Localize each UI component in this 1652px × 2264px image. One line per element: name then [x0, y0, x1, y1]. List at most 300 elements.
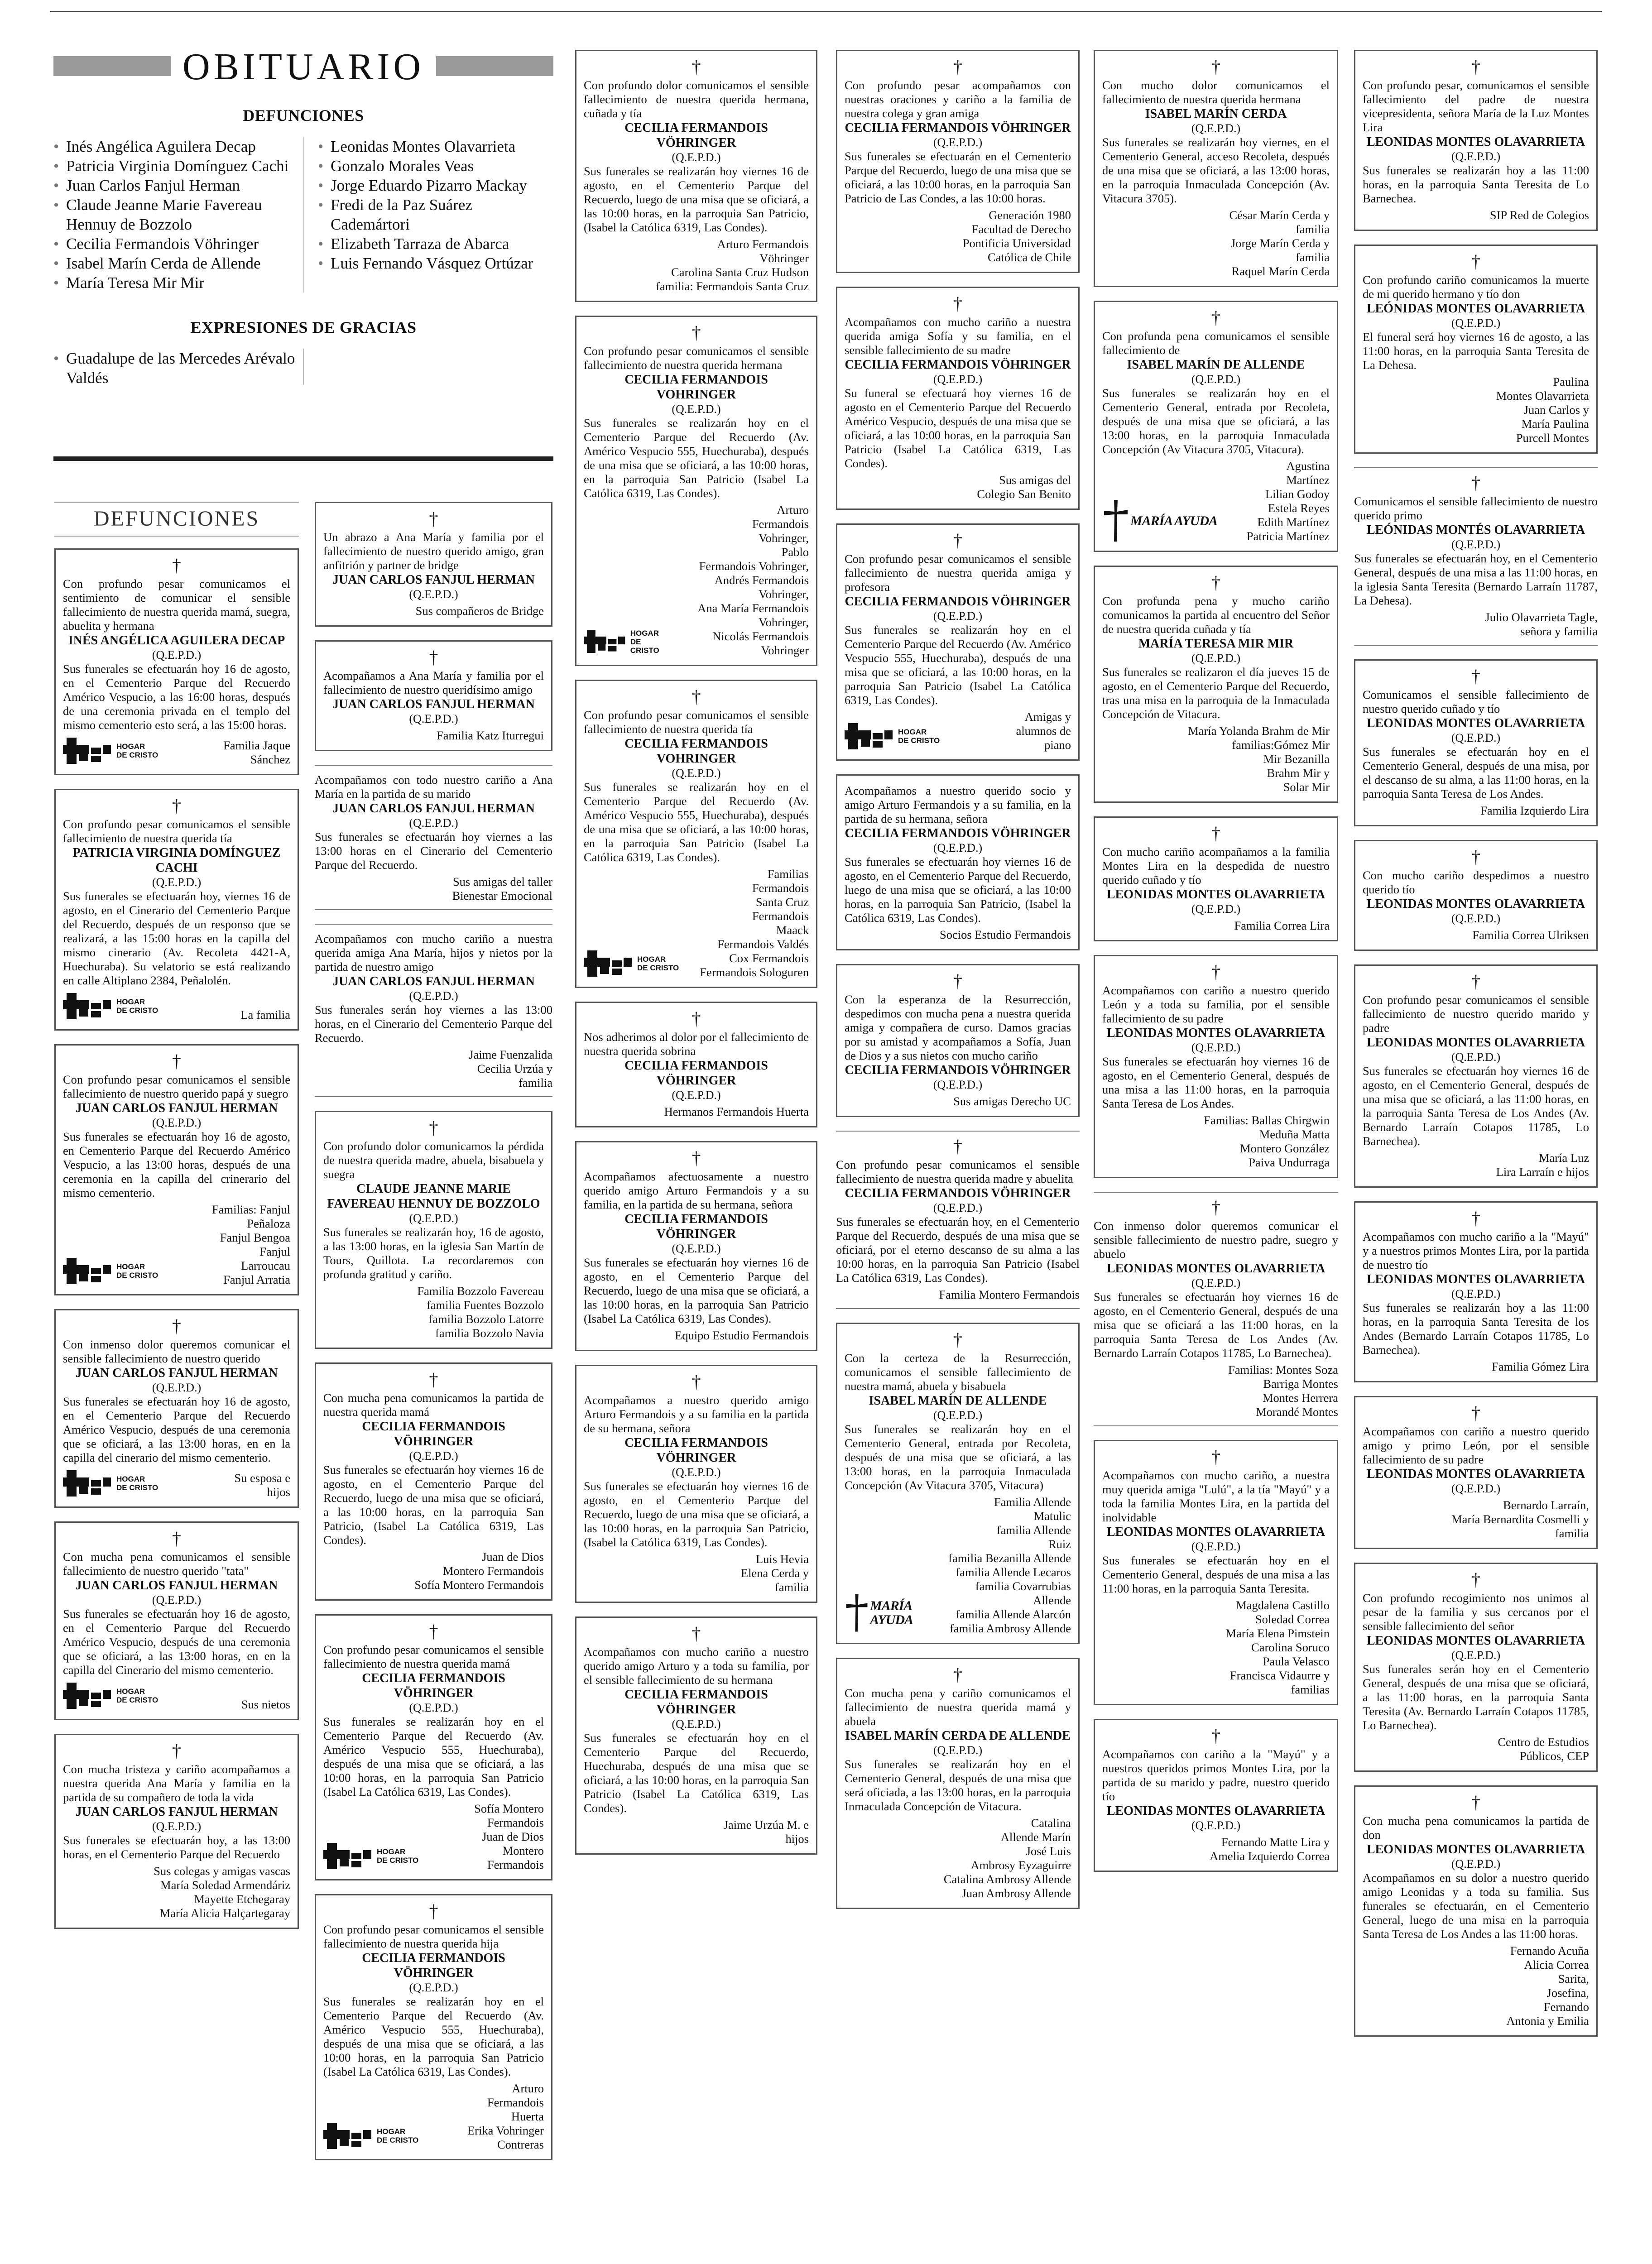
notice-body: Sus funerales se efectuarán hoy viernes 16 de agosto, en el Cementerio General, después de una misa a las 11:00 horas, en la parroquia Santa Teresa de Los Andes.: [1102, 1055, 1330, 1110]
signature-line: Mayette Etchegaray: [194, 1892, 290, 1906]
qepd-label: (Q.E.P.D.): [409, 1212, 458, 1225]
hogar-line-2: DE CRISTO: [637, 964, 679, 972]
signature-line: familia Allende: [996, 1523, 1071, 1537]
notice-signature: [845, 710, 1071, 752]
notice-body: Sus funerales se realizaron el día jueves 15 de agosto, en el Cementerio Parque del Recuerdo, tras una misa en la parroquia de la Inmaculada Concepción de Vitacura.: [1102, 665, 1330, 721]
qepd-label: (Q.E.P.D.): [1191, 652, 1241, 665]
signature-line: Fermandois: [487, 1816, 544, 1829]
obituary-notice: [315, 1362, 552, 1601]
cross-icon: †: [1471, 847, 1480, 867]
signature-line: Santa Cruz: [755, 895, 809, 909]
notice-signature: [1363, 375, 1589, 445]
signature-line: Luis Hevia: [755, 1552, 809, 1566]
gracias-index: [53, 349, 553, 388]
notice-body: Sus funerales se efectuarán hoy viernes 16 de agosto, en el Cementerio General, después de una misa que se oficiará, a las 11:00 horas, en la parroquia Santa Teresa de Los Andes (Av. Bernardo Larraín Cotapos 11785, Lo Barnechea).: [1363, 1064, 1589, 1148]
notice-body: Sus funerales se efectuarán hoy viernes 16 de agosto, en el Cementerio Parque del Recuerdo, luego de una misa que se oficiará, a las 10:00 horas, en la parroquia San Patricio, (Isabel la Católica 6319, Las Condes).: [584, 1479, 809, 1549]
signature-names: [664, 1105, 809, 1119]
signature-line: Paulina: [1553, 375, 1589, 389]
cross-icon: †: [692, 1148, 701, 1168]
qepd-label: (Q.E.P.D.): [409, 989, 458, 1002]
notice-body: Sus funerales se efectuarán hoy viernes a las 13:00 horas en el Cinerario del Cementerio Parque del Recuerdo.: [315, 830, 552, 872]
signature-line: Bernardo Larraín,: [1503, 1498, 1589, 1512]
qepd-label: (Q.E.P.D.): [152, 1116, 202, 1129]
obituary-notice: [1094, 816, 1338, 941]
deceased-name: JUAN CARLOS FANJUL HERMAN: [75, 1578, 278, 1592]
notice-body: Sus funerales se efectuarán en el Cementerio Parque del Recuerdo, luego de una misa que se oficiará, a las 10:00 horas, en la parroquia San Patricio de Las Condes, a las 10:00 horas.: [845, 149, 1071, 205]
obituary-notice: [836, 287, 1080, 510]
notice-intro: Con mucho dolor comunicamos el fallecimiento de nuestra querida hermana: [1102, 78, 1330, 106]
hogar-logo-text: [116, 742, 158, 759]
signature-line: Arturo: [777, 503, 809, 517]
notice-intro: Nos adherimos al dolor por el fallecimiento de nuestra querida sobrina: [584, 1030, 809, 1058]
notice-body: Sus funerales se efectuarán hoy en el Cementerio General, después de una misa, por el descanso de su alma, a las 11:00 horas, en la parroquia Santa Teresa de Los Andes.: [1363, 745, 1589, 801]
notice-intro: Comunicamos el sensible fallecimiento de nuestro querido primo: [1354, 494, 1598, 522]
signature-names: [953, 1094, 1071, 1108]
signature-line: familia: [1295, 222, 1330, 236]
qepd-label: (Q.E.P.D.): [1451, 1857, 1501, 1871]
signature-line: Fernando Matte Lira y: [1221, 1835, 1330, 1849]
signature-line: Sus nietos: [241, 1698, 290, 1711]
notice-signature: [584, 237, 809, 293]
notice-intro: Con mucha pena y cariño comunicamos el fallecimiento de nuestra querida mamá y abuela: [845, 1686, 1071, 1728]
hogar-line-2: DE CRISTO: [116, 1006, 158, 1015]
signature-line: Solar Mir: [1283, 780, 1330, 794]
signature-line: Facultad de Derecho: [971, 222, 1071, 236]
hogar-line-2: DE CRISTO: [116, 751, 158, 759]
signature-line: familias:Gómez Mir: [1232, 738, 1330, 752]
deceased-name: CECILIA FERMANDOIS VÖHRINGER: [845, 121, 1071, 135]
cross-icon: †: [1471, 57, 1480, 77]
signature-names: [416, 604, 544, 618]
deceased-name: INÉS ANGÉLICA AGUILERA DECAP: [68, 633, 285, 648]
notice-body: Sus funerales se efectuarán hoy 16 de agosto, en el Cementerio Parque del Recuerdo Américo Vespucio, a las 16:00 horas, después de una ceremonia privada en el templo del mismo cementerio esto será, a las 15:00 horas.: [63, 662, 290, 732]
notice-body: Sus funerales se efectuarán hoy viernes 16 de agosto, en el Cementerio General, después de una misa que se oficiará a las 11:00 horas, en la parroquia Santa Teresa de Los Andes (Av. Bernardo Larraín Cotapos 11785, Lo Barnechea).: [1094, 1290, 1338, 1360]
signature-names: [467, 2082, 544, 2152]
cross-icon: †: [429, 508, 438, 529]
deceased-name: LEONIDAS MONTES OLAVARRIETA: [1106, 1262, 1325, 1276]
hogar-cross-icon: [323, 2120, 373, 2152]
qepd-label: (Q.E.P.D.): [933, 841, 983, 854]
signature-line: Alicia Correa: [1524, 1958, 1589, 1971]
obituary-notice: [54, 1309, 299, 1508]
signature-line: familia Bozzolo Navia: [435, 1326, 544, 1340]
signature-line: Sus amigas del: [999, 473, 1071, 487]
signature-line: Paula Velasco: [1263, 1655, 1330, 1668]
cross-icon: †: [1471, 1403, 1480, 1423]
cross-icon: †: [953, 1329, 962, 1350]
obituary-notice: [54, 548, 299, 775]
notice-intro: Acompañamos afectuosamente a nuestro querido amigo Arturo Fermandois y a su familia, en la partida de su hermana, señora: [584, 1170, 809, 1211]
qepd-label: (Q.E.P.D.): [1451, 317, 1501, 330]
notice-signature: [584, 503, 809, 657]
obituary-notice: [1354, 840, 1598, 951]
signature-names: [977, 473, 1071, 501]
notice-signature: [1102, 208, 1330, 278]
obituary-notice: [836, 774, 1080, 950]
signature-line: Juan de Dios: [482, 1550, 544, 1564]
signature-line: Agustina: [1286, 459, 1330, 473]
maria-ayuda-logo: [845, 1590, 948, 1636]
signature-line: Montero: [502, 1844, 544, 1857]
signature-line: Familias: [767, 867, 809, 881]
notice-signature: [323, 1550, 544, 1592]
notice-body: Su funeral se efectuará hoy viernes 16 de agosto en el Cementerio Parque del Recuerdo Américo Vespucio, después de una misa que se oficiará, a las 10:00 horas, en la parroquia San Patricio (Isabel La Católica 6319, Las Condes).: [845, 386, 1071, 470]
signature-line: Juan Carlos y: [1523, 403, 1589, 417]
signature-line: Montero González: [1240, 1142, 1330, 1155]
obituary-notice: [315, 502, 552, 627]
signature-names: [1204, 1113, 1330, 1170]
signature-line: Sánchez: [250, 753, 290, 766]
cross-icon: †: [953, 57, 962, 77]
signature-line: Martínez: [1286, 473, 1330, 487]
signature-line: Antonia y Emilia: [1506, 2014, 1589, 2028]
qepd-label: (Q.E.P.D.): [152, 1820, 202, 1833]
cross-icon: †: [1211, 572, 1220, 593]
qepd-label: (Q.E.P.D.): [409, 1701, 458, 1714]
notice-intro: Acompañamos con cariño a nuestro querido amigo y primo León, por el sensible fallecimiento de su padre: [1363, 1425, 1589, 1466]
hogar-de-cristo-logo: [584, 948, 679, 979]
signature-line: La familia: [240, 1008, 290, 1022]
gracias-divider: [303, 349, 553, 385]
signature-line: Sus amigas del taller: [452, 875, 552, 888]
column-2: [315, 502, 552, 2174]
hogar-logo-text: [116, 1475, 158, 1492]
deceased-name: CECILIA FERMANDOIS VÖHRINGER: [845, 358, 1071, 372]
notice-intro: Con profundo pesar comunicamos el sensible fallecimiento de nuestra querida hija: [323, 1923, 544, 1950]
hogar-cross-icon: [63, 1255, 113, 1287]
signature-names: [963, 208, 1071, 264]
deceased-name: MARÍA TERESA MIR MIR: [1138, 637, 1294, 651]
notice-intro: Con profundo pesar, comunicamos el sensible fallecimiento del padre de nuestra vicepresidenta, señora María de la Luz Montes Lira: [1363, 78, 1589, 134]
notice-signature: [315, 875, 552, 903]
notice-signature: [63, 1680, 290, 1712]
signature-line: Sarita,: [1558, 1972, 1589, 1986]
title-banner: [53, 46, 553, 88]
notice-signature: [1102, 1598, 1330, 1697]
signature-line: Fermandois: [752, 517, 809, 531]
notice-intro: Con profundo dolor comunicamos la pérdida de nuestra querida madre, abuela, bisabuela y suegra: [323, 1139, 544, 1181]
index-name: • Luis Fernando Vásquez Ortúzar: [318, 254, 553, 273]
signature-line: Socios Estudio Fermandois: [939, 928, 1071, 941]
obituary-notice: [315, 924, 552, 1097]
cross-icon: †: [1211, 962, 1220, 982]
notice-intro: Con mucha tristeza y cariño acompañamos a nuestra querida Ana María y familia en la partida de su compañero de toda la vida: [63, 1762, 290, 1804]
notice-signature: [584, 1818, 809, 1846]
signature-line: Fanjul Arratia: [223, 1273, 290, 1286]
signature-line: Sus amigas Derecho UC: [953, 1094, 1071, 1108]
qepd-label: (Q.E.P.D.): [409, 1449, 458, 1463]
deceased-name: PATRICIA VIRGINIA DOMÍNGUEZ CACHI: [72, 846, 281, 875]
qepd-label: (Q.E.P.D.): [672, 403, 721, 416]
signature-line: Generación 1980: [989, 208, 1071, 222]
cross-icon: †: [692, 686, 701, 707]
notice-intro: Acompañamos con mucho cariño, a nuestra muy querida amiga "Lulú", a la tía "Mayú" y a toda la familia Montes Lira, en la partida del inolvidable: [1102, 1468, 1330, 1524]
deceased-name: ISABEL MARÍN DE ALLENDE: [1127, 358, 1305, 372]
hogar-de-cristo-logo: [63, 990, 158, 1022]
obituary-notice: [836, 50, 1080, 273]
obituary-notice: [836, 523, 1080, 761]
notice-intro: Acompañamos a nuestro querido socio y amigo Arturo Fermandois y a su familia, en la partida de su hermana, señora: [845, 784, 1071, 825]
deceased-name: CECILIA FERMANDOIS VÖHRINGER: [624, 1059, 768, 1088]
signature-names: [741, 1552, 809, 1594]
obituary-notice: [315, 1111, 552, 1349]
obituary-notice: [1354, 1396, 1598, 1549]
maria-ayuda-cross-icon: [1102, 498, 1129, 543]
signature-line: Erika Vohringer: [467, 2124, 544, 2137]
notice-body: Sus funerales se realizarán hoy en el Cementerio General, entrada por Recoleta, después de una misa que se oficiará, a las 13:00 horas, en la parroquia Inmaculada Concepción (Av Vitacura 3705, Vitacura).: [1102, 386, 1330, 456]
notice-signature: [1363, 1735, 1589, 1763]
obituary-notice: [1094, 566, 1338, 803]
hogar-de-cristo-logo: [63, 1255, 158, 1287]
cross-icon: †: [953, 293, 962, 314]
signature-line: Familia Montero Fermandois: [939, 1288, 1080, 1301]
deceased-name: JUAN CARLOS FANJUL HERMAN: [332, 974, 535, 988]
hogar-de-cristo-logo: [323, 1840, 418, 1872]
notice-intro: Acompañamos con mucho cariño a nuestra querida amiga Sofía y su familia, en el sensible fallecimiento de su madre: [845, 315, 1071, 357]
cross-icon: †: [429, 1901, 438, 1921]
signature-names: [675, 1329, 809, 1343]
obituary-notice: [1094, 1192, 1338, 1426]
column-5: [1094, 50, 1338, 1885]
hogar-logo-text: [898, 728, 940, 745]
signature-line: Fanjul Bengoa: [220, 1231, 290, 1244]
cross-icon: †: [692, 1623, 701, 1644]
hogar-logo-text: [116, 998, 158, 1015]
notice-intro: Con la esperanza de la Resurrección, despedimos con mucha pena a nuestra querida amiga y compañera de curso. Damos gracias por su amistad y acompañamos a Sofía, Juan de Dios y a sus nietos con mucho cariño: [845, 993, 1071, 1062]
signature-line: Carolina Santa Cruz Hudson: [671, 265, 809, 279]
column-1: [54, 502, 299, 1943]
hogar-line-2: DE CRISTO: [377, 1856, 419, 1865]
deceased-name: LEONIDAS MONTES OLAVARRIETA: [1106, 1525, 1325, 1539]
signature-line: Catalina: [1031, 1816, 1071, 1830]
qepd-label: (Q.E.P.D.): [1451, 1050, 1501, 1064]
hogar-cross-icon: [845, 720, 894, 752]
signature-line: Estela Reyes: [1268, 501, 1330, 515]
defunciones-index-title: DEFUNCIONES: [243, 106, 364, 125]
signature-line: Lira Larraín e hijos: [1496, 1165, 1589, 1179]
notice-intro: Con profundo pesar comunicamos el sensible fallecimiento de nuestra querida tía: [584, 708, 809, 736]
signature-line: familia: [1295, 250, 1330, 264]
index-name: • Cecilia Fermandois Vöhringer: [53, 234, 303, 254]
obituary-notice: [575, 680, 817, 988]
qepd-label: (Q.E.P.D.): [672, 1089, 721, 1102]
signature-line: Familia Allende: [994, 1495, 1071, 1509]
signature-names: [1247, 459, 1330, 543]
notice-body: Sus funerales se realizarán hoy a las 11:00 horas, en la parroquia Santa Teresita de los Andes (Bernardo Larraín Cotapos 11785, Lo Barnechea).: [1363, 1301, 1589, 1357]
qepd-label: (Q.E.P.D.): [1451, 150, 1501, 163]
notice-intro: Acompañamos con mucho cariño a nuestro querido amigo Arturo y a toda su familia, por el sensible fallecimiento de su hermana: [584, 1645, 809, 1687]
signature-line: Allende Marín: [1000, 1830, 1071, 1844]
hogar-line-1: HOGAR: [377, 1847, 406, 1856]
notice-body: Sus funerales se realizarán hoy viernes 16 de agosto, en el Cementerio Parque del Recuerdo, luego de una misa que se oficiará, a las 10:00 horas, en la parroquia San Patricio, (Isabel la Católica 6319, Las Condes).: [584, 164, 809, 234]
notice-body: Sus funerales se efectuarán hoy en el Cementerio Parque del Recuerdo, Huechuraba, después de una misa que se oficiará, a las 10:00 horas, en la parroquia San Patricio (Isabel La Católica 6319, Las Condes).: [584, 1731, 809, 1815]
obituary-notice: [836, 1323, 1080, 1644]
qepd-label: (Q.E.P.D.): [933, 136, 983, 149]
hogar-de-cristo-logo: [323, 2120, 418, 2152]
cross-icon: †: [692, 1372, 701, 1392]
notice-intro: Con mucha pena comunicamos el sensible fallecimiento de nuestro querido "tata": [63, 1550, 290, 1578]
notice-intro: Acompañamos a nuestro querido amigo Arturo Fermandois y a su familia en la partida de su hermana, señora: [584, 1393, 809, 1435]
maria-ayuda-cross-icon: [845, 1590, 869, 1636]
notice-body: Sus funerales se efectuarán hoy viernes 16 de agosto, en el Cementerio Parque del Recuerdo, luego de una misa que se oficiará, a las 10:00 horas, en la parroquia San Patricio (Isabel La Católica 6319, Las Condes).: [584, 1256, 809, 1325]
index-name: • Inés Angélica Aguilera Decap: [53, 137, 303, 156]
signature-line: Larroucau: [241, 1259, 290, 1272]
cross-icon: †: [172, 1528, 181, 1549]
signature-names: [1451, 1498, 1589, 1540]
cross-icon: †: [1211, 1197, 1220, 1218]
obituary-notice: [315, 1894, 552, 2160]
qepd-label: (Q.E.P.D.): [409, 712, 458, 725]
top-rule: [50, 11, 1602, 12]
notice-signature: [63, 990, 290, 1022]
notice-signature: [1363, 1151, 1589, 1179]
qepd-label: (Q.E.P.D.): [1191, 1041, 1241, 1054]
qepd-label: (Q.E.P.D.): [409, 816, 458, 830]
signature-line: Familias: Montes Soza: [1228, 1363, 1338, 1377]
notice-signature: [1102, 1113, 1330, 1170]
qepd-label: (Q.E.P.D.): [933, 1409, 983, 1422]
signature-line: Magdalena Castillo: [1236, 1598, 1330, 1612]
signature-line: Fermandois Valdés: [717, 937, 809, 951]
signature-line: Públicos, CEP: [1519, 1749, 1589, 1763]
signature-line: Centro de Estudios: [1498, 1735, 1589, 1749]
cross-icon: †: [953, 1136, 962, 1156]
index-name: • Patricia Virginia Domínguez Cachi: [53, 156, 303, 176]
section-rule: [53, 456, 553, 461]
notice-signature: [323, 729, 544, 743]
maria-ayuda-text: MARÍA AYUDA: [1130, 513, 1218, 528]
notice-signature: [845, 928, 1071, 942]
signature-line: Sus compañeros de Bridge: [415, 604, 544, 618]
obituary-notice: [1354, 50, 1598, 231]
signature-line: Familia Izquierdo Lira: [1480, 804, 1589, 817]
signature-line: Carolina Soruco: [1251, 1640, 1330, 1654]
signature-line: Patricia Martínez: [1246, 529, 1330, 543]
notice-body: Sus funerales se realizarán hoy a las 11:00 horas, en la parroquia Santa Teresita de Lo Barnechea.: [1363, 163, 1589, 205]
notice-signature: [323, 604, 544, 618]
cross-icon: †: [692, 57, 701, 77]
signature-line: Amigas y: [1024, 710, 1071, 724]
cross-icon: †: [692, 1008, 701, 1029]
signature-line: Familia Jaque: [223, 739, 290, 752]
cross-icon: †: [1211, 1447, 1220, 1467]
notice-intro: Con profundo pesar comunicamos el sensible fallecimiento de nuestro querido marido y padre: [1363, 993, 1589, 1035]
obituary-notice: [315, 640, 552, 751]
cross-icon: †: [172, 796, 181, 816]
qepd-label: (Q.E.P.D.): [672, 1717, 721, 1731]
notice-intro: Comunicamos el sensible fallecimiento de nuestro querido cuñado y tío: [1363, 688, 1589, 715]
cross-icon: †: [953, 1664, 962, 1685]
obituary-notice: [1354, 1201, 1598, 1382]
hogar-cross-icon: [584, 948, 634, 979]
signature-line: María Alicia Halçartegaray: [159, 1906, 290, 1920]
index-list-left: [53, 137, 303, 293]
deceased-name: ISABEL MARÍN DE ALLENDE: [869, 1394, 1047, 1408]
qepd-label: (Q.E.P.D.): [933, 1078, 983, 1091]
qepd-label: (Q.E.P.D.): [1191, 902, 1241, 916]
signature-line: alumnos de: [1016, 724, 1071, 738]
deceased-name: LEONIDAS MONTES OLAVARRIETA: [1106, 1804, 1325, 1818]
qepd-label: (Q.E.P.D.): [152, 876, 202, 889]
deceased-name: CLAUDE JEANNE MARIE FAVEREAU HENNUY DE BOZZOLO: [327, 1182, 540, 1211]
signature-line: Montes Herrera: [1262, 1391, 1338, 1405]
index-name: • Isabel Marín Cerda de Allende: [53, 254, 303, 273]
notice-body: El funeral será hoy viernes 16 de agosto, a las 11:00 horas, en la parroquia Santa Teresita de La Dehesa.: [1363, 330, 1589, 372]
obituary-notice: [575, 1141, 817, 1351]
signature-line: Montero Fermandois: [442, 1564, 544, 1578]
qepd-label: (Q.E.P.D.): [409, 1981, 458, 1994]
notice-intro: Con mucho cariño acompañamos a la familia Montes Lira en la despedida de nuestro querido cuñado y tío: [1102, 845, 1330, 887]
obituary-notice: [54, 789, 299, 1031]
signature-line: Vöhringer: [759, 251, 809, 265]
signature-line: Jaime Urzúa M. e: [723, 1818, 809, 1832]
deceased-name: JUAN CARLOS FANJUL HERMAN: [75, 1366, 278, 1380]
obituary-notice: [1354, 467, 1598, 646]
signature-names: [474, 1802, 544, 1872]
hogar-line-2: DE CRISTO: [116, 1271, 158, 1280]
notice-intro: Con profundo cariño comunicamos la muerte de mi querido hermano y tío don: [1363, 273, 1589, 301]
signature-line: Cecilia Urzúa y: [477, 1062, 552, 1075]
hogar-line-1: HOGAR: [898, 728, 927, 736]
deceased-name: CECILIA FERMANDOIS VÖHRINGER: [845, 826, 1071, 840]
signature-names: [1188, 724, 1330, 794]
qepd-label: (Q.E.P.D.): [672, 767, 721, 780]
signature-names: [724, 1818, 809, 1846]
deceased-name: LEÓNIDAS MONTÉS OLAVARRIETA: [1366, 523, 1585, 537]
signature-line: Juan Ambrosy Allende: [961, 1886, 1071, 1900]
deceased-name: LEONIDAS MONTES OLAVARRIETA: [1106, 887, 1325, 902]
signature-line: Familia Katz Iturregui: [437, 729, 544, 742]
qepd-label: (Q.E.P.D.): [1451, 912, 1501, 925]
deceased-name: LEONIDAS MONTES OLAVARRIETA: [1106, 1026, 1325, 1040]
hogar-line-2: DE CRISTO: [898, 736, 940, 745]
signature-line: familia Covarrubias Allende: [975, 1579, 1071, 1607]
notice-intro: Con profunda pena y mucho cariño comunicamos la partida al encuentro del Señor de nuestra querida cuñada y tía: [1102, 594, 1330, 636]
notice-intro: Acompañamos con cariño a la "Mayú" y a nuestros queridos primos Montes Lira, por la partida de su marido y padre, nuestro querido tío: [1102, 1747, 1330, 1803]
obituary-notice: [1094, 1719, 1338, 1872]
signature-names: [241, 1698, 290, 1712]
signature-line: familia Ambrosy Allende: [950, 1621, 1071, 1635]
notice-body: Sus funerales se realizarán hoy en el Cementerio General, entrada por Recoleta, después de una misa que se oficiará, a las 13:00 horas, en la parroquia Inmaculada Concepción (Av Vitacura 3705, Vitacura): [845, 1422, 1071, 1492]
deceased-name: CECILIA FERMANDOIS VÖHRINGER: [845, 1063, 1071, 1077]
signature-names: [234, 1471, 290, 1499]
signature-names: [1228, 1363, 1338, 1419]
notice-body: Sus funerales se realizarán hoy viernes, en el Cementerio General, acceso Recoleta, después de una misa que se oficiará, a las 13:00 horas, en la parroquia Inmaculada Concepción (Av. Vitacura 3705).: [1102, 135, 1330, 205]
index-name: • Elizabeth Tarraza de Abarca: [318, 234, 553, 254]
notice-signature: [315, 1048, 552, 1090]
signature-names: [414, 1550, 544, 1592]
signature-names: [1472, 928, 1589, 942]
signature-line: María Luz: [1538, 1151, 1589, 1165]
notice-intro: Acompañamos con mucho cariño a nuestra querida amiga Ana María, hijos y nietos por la partida de nuestro amigo: [315, 932, 552, 974]
signature-line: María Bernardita Cosmelli y: [1451, 1512, 1589, 1526]
signature-line: Edith Martínez: [1257, 515, 1330, 529]
obituary-notice: [54, 1044, 299, 1295]
cross-icon: †: [172, 1741, 181, 1761]
notice-signature: [63, 1468, 290, 1499]
cross-icon: †: [172, 1316, 181, 1336]
deceased-name: LEONIDAS MONTES OLAVARRIETA: [1366, 1842, 1585, 1856]
deceased-name: ISABEL MARÍN CERDA: [1145, 107, 1287, 121]
column-3: [575, 50, 817, 1868]
hogar-de-cristo-logo: [63, 735, 158, 767]
cross-icon: †: [1471, 1569, 1480, 1590]
signature-line: Elena Cerda y: [740, 1566, 809, 1580]
signature-line: piano: [1044, 738, 1071, 752]
signature-line: familia: Fermandois Santa Cruz: [656, 279, 809, 293]
signature-line: Peñaloza: [247, 1217, 290, 1230]
notice-intro: Con la certeza de la Resurrección, comunicamos el sensible fallecimiento de nuestra mamá, abuela y bisabuela: [845, 1351, 1071, 1393]
